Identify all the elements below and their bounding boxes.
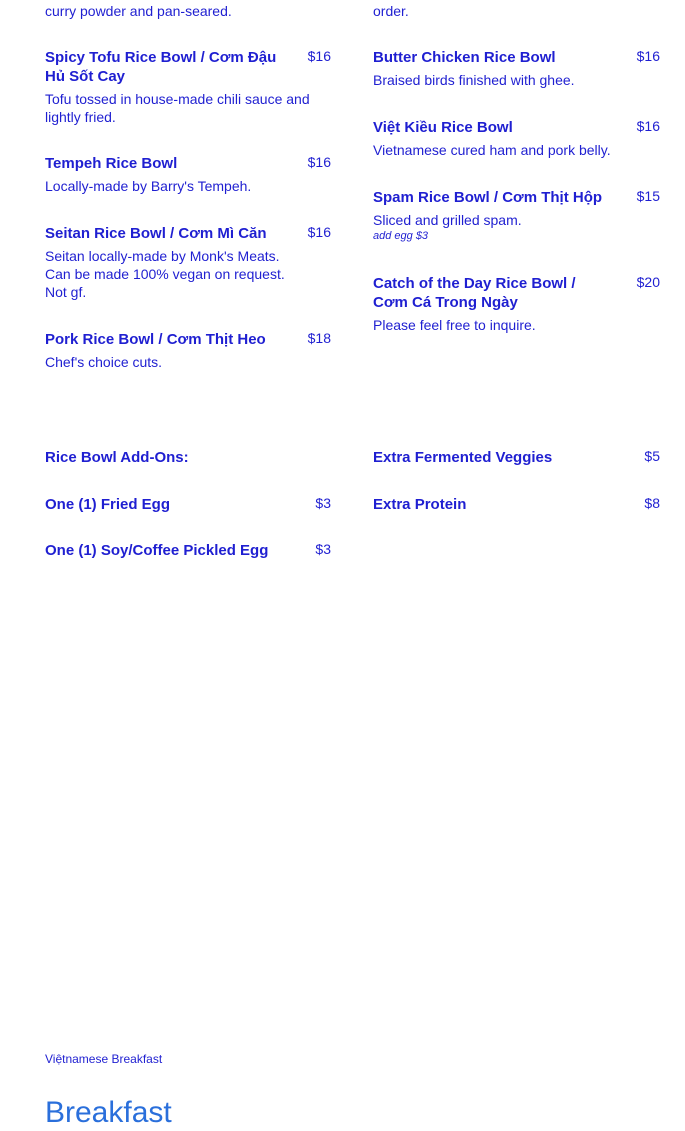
description-fragment: curry powder and pan-seared. [45, 3, 232, 19]
item-description: Braised birds finished with ghee. [373, 72, 575, 88]
addon-name: Extra Fermented Veggies [373, 449, 553, 466]
item-description: Vietnamese cured ham and pork belly. [373, 142, 611, 158]
addon-price: $3 [315, 541, 331, 557]
item-price: $16 [307, 48, 331, 64]
menu-column-left [45, 0, 331, 400]
item-price: $15 [636, 188, 660, 204]
item-price: $16 [307, 154, 331, 170]
item-price: $16 [636, 118, 660, 134]
addon-name: One (1) Soy/Coffee Pickled Egg [45, 542, 269, 559]
addons-right [373, 448, 660, 528]
menu-item [373, 188, 660, 243]
addon-item [45, 541, 331, 560]
item-name: Tempeh Rice Bowl [45, 155, 178, 172]
item-note: add egg $3 [373, 230, 429, 242]
menu-column-right [373, 0, 660, 400]
item-name: Catch of the Day Rice Bowl / Cơm Cá Trong Ngày [373, 275, 576, 311]
addon-item [373, 448, 660, 467]
menu-item [45, 330, 331, 371]
item-description: Seitan locally-made by Monk's Meats. Can be made 100% vegan on request. Not gf. [45, 248, 285, 300]
addon-item [45, 495, 331, 514]
item-name: Pork Rice Bowl / Cơm Thịt Heo [45, 331, 266, 348]
addon-name: One (1) Fried Egg [45, 496, 171, 513]
addon-price: $3 [315, 495, 331, 511]
item-description: Sliced and grilled spam. [373, 212, 522, 228]
item-price: $20 [636, 274, 660, 290]
item-name: Seitan Rice Bowl / Cơm Mì Căn [45, 225, 267, 242]
item-name: Spicy Tofu Rice Bowl / Cơm Đậu Hủ Sốt Cay [45, 49, 277, 85]
section-tag: Việtnamese Breakfast [45, 1052, 163, 1066]
item-description: Please feel free to inquire. [373, 317, 536, 333]
menu-item [45, 154, 331, 195]
addon-price: $5 [644, 448, 660, 464]
menu-item [373, 274, 660, 334]
item-description: Chef's choice cuts. [45, 354, 163, 370]
addons-heading [45, 448, 331, 467]
menu-item [373, 48, 660, 89]
item-price: $18 [307, 330, 331, 346]
addons-heading-text: Rice Bowl Add-Ons: [45, 449, 189, 466]
item-description: Locally-made by Barry's Tempeh. [45, 178, 252, 194]
item-description: Tofu tossed in house-made chili sauce and lightly fried. [45, 91, 310, 125]
addon-item [373, 495, 660, 514]
item-price: $16 [307, 224, 331, 240]
menu-item [373, 118, 660, 159]
description-fragment: order. [373, 3, 409, 19]
addon-name: Extra Protein [373, 496, 467, 513]
item-name: Việt Kiều Rice Bowl [373, 119, 513, 136]
addons-left [45, 448, 331, 568]
item-name: Spam Rice Bowl / Cơm Thịt Hộp [373, 189, 603, 206]
item-price: $16 [636, 48, 660, 64]
section-title: Breakfast [45, 1096, 172, 1129]
item-name: Butter Chicken Rice Bowl [373, 49, 556, 66]
menu-item [45, 48, 331, 126]
menu-item [45, 224, 331, 301]
addon-price: $8 [644, 495, 660, 511]
